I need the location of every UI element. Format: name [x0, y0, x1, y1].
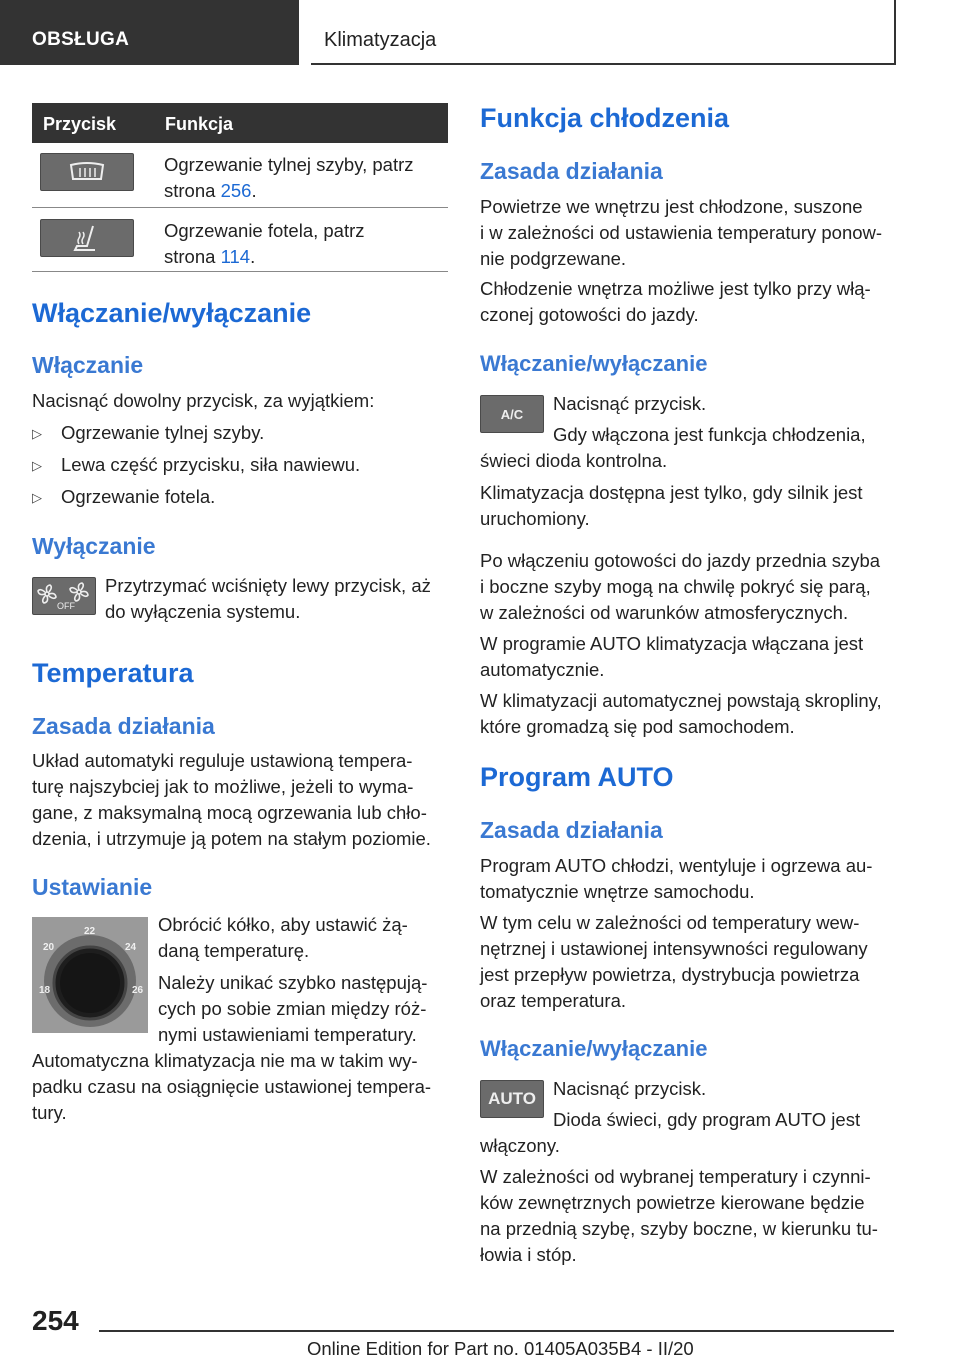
principle-line: turę najszybciej jak to możliwe, jeżeli to wyma- — [32, 776, 414, 797]
page-link-256[interactable]: 256 — [220, 180, 252, 201]
heading-setting: Ustawianie — [32, 874, 153, 900]
auto-climate-line: Automatyczna klimatyzacja nie ma w takim wy- — [32, 1050, 418, 1071]
auto-line: ków zewnętrznych powietrze kierowane będzie — [480, 1192, 865, 1213]
chapter-title: Klimatyzacja — [324, 29, 437, 51]
auto-line: na przednią szybę, szyby boczne, w kierunku tu- — [480, 1218, 878, 1239]
auto-line: W zależności od wybranej temperatury i czynni- — [480, 1166, 871, 1187]
fan-off-button — [32, 577, 96, 615]
rear-window-defrost-icon — [41, 154, 133, 190]
ac-line: świeci dioda kontrolna. — [480, 450, 668, 471]
setting-line: Obrócić kółko, aby ustawić żą- — [158, 914, 408, 935]
off-label: OFF — [57, 601, 75, 611]
off-line2: do wyłączenia systemu. — [105, 601, 301, 622]
avoid-line: cych po sobie zmian między róż- — [158, 998, 427, 1019]
rear-window-defrost-button — [40, 153, 134, 191]
ac-line: uruchomiony. — [480, 508, 590, 529]
cool-line: nie podgrzewane. — [480, 248, 627, 269]
ac-line: automatycznie. — [480, 659, 605, 680]
ac-line: Gdy włączona jest funkcja chłodzenia, — [553, 424, 866, 445]
heading-principle: Zasada działania — [480, 158, 663, 184]
ac-label: A/C — [500, 406, 524, 422]
dial-label-18: 18 — [39, 985, 51, 996]
off-line1: Przytrzymać wciśnięty lewy przycisk, aż — [105, 575, 431, 596]
heading-on-off: Włączanie/wyłączanie — [32, 298, 312, 328]
dial-label-22: 22 — [84, 926, 96, 937]
seat-heating-icon — [41, 220, 133, 256]
cool-line: i w zależności od ustawienia temperatury ponow- — [480, 222, 883, 243]
ac-press: Nacisnąć przycisk. — [553, 393, 707, 414]
ac-line: i boczne szyby mogą na chwilę pokryć się parą, — [480, 576, 871, 597]
setting-line: daną temperaturę. — [158, 940, 310, 961]
bullet-icon: ▷ — [32, 458, 42, 473]
auto-line: tomatycznie wnętrze samochodu. — [480, 881, 755, 902]
ac-line: w zależności od warunków atmosferycznych. — [480, 602, 849, 623]
cool-line: Powietrze we wnętrzu jest chłodzone, suszone — [480, 196, 863, 217]
heading-off: Wyłączanie — [32, 533, 156, 559]
heading-on: Włączanie — [32, 352, 144, 378]
table-row-1-line1: Ogrzewanie tylnej szyby, patrz — [164, 154, 414, 175]
auto-line: W tym celu w zależności od temperatury wew- — [480, 912, 860, 933]
table-row-1-line2: strona 256. — [164, 180, 257, 201]
footer-rule — [99, 1330, 894, 1332]
bullet-icon: ▷ — [32, 426, 42, 441]
temperature-dial-photo — [32, 917, 148, 1033]
page-number: 254 — [32, 1305, 79, 1336]
auto-press: Nacisnąć przycisk. — [553, 1078, 707, 1099]
page-link-114[interactable]: 114 — [220, 246, 251, 267]
section-tab — [0, 0, 299, 65]
heading-principle: Zasada działania — [480, 817, 663, 843]
bullet-item: Lewa część przycisku, siła nawiewu. — [61, 454, 361, 475]
heading-on-off: Włączanie/wyłączanie — [480, 351, 708, 376]
auto-climate-line: tury. — [32, 1102, 67, 1123]
dial-label-24: 24 — [125, 942, 137, 953]
ac-line: które gromadzą się pod samochodem. — [480, 716, 795, 737]
table-row-2-line2: strona 114. — [164, 246, 256, 267]
heading-cooling: Funkcja chłodzenia — [480, 103, 730, 133]
auto-line: Program AUTO chłodzi, wentyluje i ogrzewa au- — [480, 855, 873, 876]
fan-off-icon — [33, 578, 95, 614]
auto-line: Dioda świeci, gdy program AUTO jest — [553, 1109, 861, 1130]
heading-temperature: Temperatura — [32, 658, 194, 688]
auto-label: AUTO — [488, 1089, 536, 1108]
ac-line: W programie AUTO klimatyzacja włączana jest — [480, 633, 864, 654]
heading-on-off: Włączanie/wyłączanie — [480, 1036, 708, 1061]
seat-heating-button — [40, 219, 134, 257]
table-header — [32, 103, 448, 143]
table-col-button: Przycisk — [43, 114, 117, 134]
ac-line: Klimatyzacja dostępna jest tylko, gdy silnik jest — [480, 482, 863, 503]
temperature-dial-icon — [32, 917, 148, 1033]
section-title: OBSŁUGA — [32, 29, 130, 50]
edition-text: Online Edition for Part no. 01405A035B4 - II/20 — [307, 1338, 694, 1359]
heading-principle: Zasada działania — [32, 713, 215, 739]
cool-line: czonej gotowości do jazdy. — [480, 304, 699, 325]
ac-line: Po włączeniu gotowości do jazdy przednia szyba — [480, 550, 881, 571]
bullet-icon: ▷ — [32, 490, 42, 505]
principle-line: gane, z maksymalną mocą ogrzewania lub chło- — [32, 802, 427, 823]
auto-climate-line: padku czasu na osiągnięcie ustawionej tempera- — [32, 1076, 432, 1097]
chapter-tab — [311, 0, 896, 65]
dial-label-26: 26 — [132, 985, 144, 996]
principle-line: Układ automatyki reguluje ustawioną tempera- — [32, 750, 413, 771]
auto-line: jest przepływ powietrza, dystrybucja powietrza — [480, 964, 860, 985]
principle-line: dzenia, i utrzymuje ją potem na stałym poziomie. — [32, 828, 431, 849]
bullet-item: Ogrzewanie tylnej szyby. — [61, 422, 265, 443]
table-col-function: Funkcja — [165, 114, 234, 134]
ac-button — [480, 395, 544, 433]
table-row-2-line1: Ogrzewanie fotela, patrz — [164, 220, 365, 241]
avoid-line: nymi ustawieniami temperatury. — [158, 1024, 417, 1045]
auto-line: włączony. — [480, 1135, 560, 1156]
avoid-line: Należy unikać szybko następują- — [158, 972, 428, 993]
auto-button — [480, 1080, 544, 1118]
auto-line: łowia i stóp. — [480, 1244, 577, 1265]
heading-auto-program: Program AUTO — [480, 762, 674, 792]
table-row-divider — [32, 207, 448, 208]
ac-line: W klimatyzacji automatycznej powstają skropliny, — [480, 690, 882, 711]
bullet-item: Ogrzewanie fotela. — [61, 486, 216, 507]
auto-line: nętrznej i ustawionej intensywności regulowany — [480, 938, 868, 959]
dial-label-20: 20 — [43, 942, 55, 953]
cool-line: Chłodzenie wnętrza możliwe jest tylko przy włą- — [480, 278, 871, 299]
on-text: Nacisnąć dowolny przycisk, za wyjątkiem: — [32, 390, 375, 411]
auto-line: oraz temperatura. — [480, 990, 627, 1011]
table-row-divider — [32, 271, 448, 272]
